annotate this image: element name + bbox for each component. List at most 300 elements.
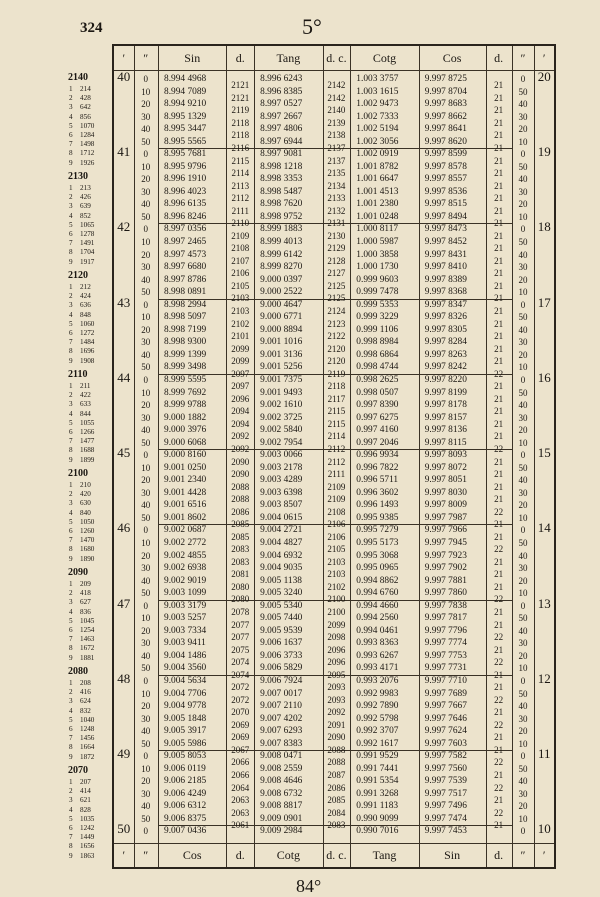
second-left: 30 — [141, 111, 151, 122]
sin-difference: 2080 — [231, 581, 250, 592]
cos-difference: 21 — [494, 619, 504, 630]
diff-value: 213 — [80, 184, 91, 192]
tang-value: 9.002 5840 — [260, 425, 303, 436]
common-difference: 2125 — [327, 293, 346, 304]
diff-multiplier: 9 — [69, 455, 73, 464]
sin-value: 8.995 9796 — [164, 161, 207, 172]
cos-difference: 21 — [494, 406, 504, 417]
tang-value: 9.000 6771 — [260, 312, 303, 323]
sin-value: 9.005 1848 — [164, 713, 207, 724]
diff-table-row — [66, 437, 108, 447]
second-right: 50 — [518, 237, 528, 248]
cotg-value: 0.995 0965 — [356, 563, 399, 574]
cos-difference: 21 — [494, 255, 504, 266]
second-left: 50 — [141, 437, 151, 448]
common-difference: 2117 — [327, 393, 346, 404]
common-difference: 2142 — [327, 80, 346, 91]
diff-multiplier: 5 — [69, 121, 73, 130]
cos-value: 9.997 8431 — [424, 249, 467, 260]
common-difference: 2096 — [327, 644, 346, 655]
diff-value: 621 — [80, 796, 91, 805]
diff-table-row — [66, 635, 108, 645]
cotg-value: 1.002 5194 — [356, 124, 399, 135]
second-right: 30 — [518, 563, 528, 574]
common-difference: 2088 — [327, 744, 346, 755]
diff-multiplier: 1 — [69, 382, 73, 390]
common-difference: 2137 — [327, 155, 346, 166]
second-left: 10 — [141, 462, 151, 473]
sin-difference: 2109 — [231, 230, 250, 241]
cos-difference: 22 — [494, 782, 504, 793]
cos-value: 9.997 7987 — [424, 512, 467, 523]
diff-value: 1248 — [80, 725, 95, 733]
diff-table-row — [66, 122, 108, 132]
tang-value: 9.001 3136 — [260, 349, 303, 360]
second-right: 50 — [518, 688, 528, 699]
cos-value: 9.997 7517 — [424, 788, 467, 799]
common-difference: 2093 — [327, 682, 346, 693]
diff-value: 212 — [80, 283, 91, 291]
diff-multiplier: 4 — [69, 310, 73, 319]
second-right: 0 — [520, 299, 526, 310]
cos-value: 9.997 7667 — [424, 701, 467, 712]
diff-table-heading: 2070 — [68, 765, 88, 776]
cos-value: 9.997 8115 — [424, 437, 467, 448]
sin-value: 9.004 1486 — [164, 650, 207, 661]
common-difference: 2084 — [327, 807, 346, 818]
common-difference: 2140 — [327, 105, 346, 116]
cos-difference: 21 — [494, 494, 504, 505]
cotg-value: 1.000 1730 — [356, 262, 399, 273]
sin-value: 9.002 0687 — [164, 525, 207, 536]
cos-difference: 21 — [494, 80, 504, 91]
diff-table-row — [66, 230, 108, 240]
tang-value: 9.001 1016 — [260, 337, 303, 348]
cos-value: 9.997 8641 — [424, 124, 467, 135]
diff-table-row — [66, 734, 108, 744]
cotg-value: 1.003 1615 — [356, 86, 399, 97]
diff-value: 1272 — [80, 329, 95, 337]
sin-difference: 2094 — [231, 418, 250, 429]
diff-value: 1484 — [80, 338, 95, 347]
common-difference: 2128 — [327, 255, 346, 266]
diff-value: 1060 — [80, 319, 95, 328]
cotg-value: 0.990 7016 — [356, 826, 399, 837]
minute-left: 50 — [117, 821, 131, 837]
sin-difference: 2113 — [231, 180, 250, 191]
second-left: 0 — [143, 600, 149, 611]
diff-table-row — [66, 654, 108, 664]
diff-multiplier: 8 — [69, 545, 73, 554]
minute-right: 13 — [537, 595, 551, 611]
diff-table-row — [66, 598, 108, 608]
sin-difference: 2096 — [231, 393, 250, 404]
second-left: 50 — [141, 588, 151, 599]
tang-value: 8.998 9752 — [260, 211, 303, 222]
sin-value: 9.002 4855 — [164, 550, 207, 561]
common-difference: 2125 — [327, 280, 346, 291]
diff-value: 418 — [80, 589, 91, 598]
sin-value: 9.001 8602 — [164, 512, 207, 523]
diff-table-row — [66, 221, 108, 231]
diff-table-row — [66, 193, 108, 203]
footer-7: Sin — [444, 848, 461, 862]
second-left: 0 — [143, 299, 149, 310]
diff-value: 630 — [80, 499, 91, 508]
cotg-value: 0.997 4160 — [356, 425, 399, 436]
cos-value: 9.997 7945 — [424, 538, 467, 549]
diff-value: 1917 — [80, 257, 95, 266]
footer-5: d. c. — [326, 848, 347, 862]
sin-difference: 2080 — [231, 594, 250, 605]
cotg-value: 1.002 9473 — [356, 99, 399, 110]
cos-difference: 21 — [494, 606, 504, 617]
cotg-value: 1.000 8117 — [356, 224, 399, 235]
diff-table-row — [66, 481, 108, 491]
footer-10: ′ — [542, 848, 546, 862]
sin-value: 9.002 6938 — [164, 563, 207, 574]
cos-difference: 21 — [494, 469, 504, 480]
second-left: 0 — [143, 224, 149, 235]
cos-difference: 21 — [494, 130, 504, 141]
tang-value: 9.004 9035 — [260, 563, 303, 574]
diff-multiplier: 3 — [69, 301, 73, 310]
diff-table-row — [66, 787, 108, 797]
diff-table-row — [66, 617, 108, 627]
cos-difference: 21 — [494, 456, 504, 467]
diff-multiplier: 7 — [69, 239, 73, 248]
sin-difference: 2064 — [231, 782, 250, 793]
second-left: 30 — [141, 337, 151, 348]
sin-difference: 2102 — [231, 318, 250, 329]
cotg-value: 0.997 6275 — [356, 412, 399, 423]
cos-value: 9.997 7646 — [424, 713, 467, 724]
common-difference: 2118 — [327, 381, 346, 392]
sin-value: 9.004 9778 — [164, 701, 207, 712]
second-left: 20 — [141, 625, 151, 636]
diff-multiplier: 2 — [69, 688, 73, 697]
diff-table-row — [66, 456, 108, 466]
diff-table-row — [66, 338, 108, 348]
diff-multiplier: 9 — [69, 653, 73, 662]
tang-value: 9.004 0615 — [260, 512, 303, 523]
diff-value: 428 — [80, 94, 91, 103]
diff-table-row — [66, 248, 108, 258]
second-right: 10 — [518, 663, 528, 674]
sin-difference: 2066 — [231, 757, 250, 768]
sin-value: 8.995 3447 — [164, 124, 207, 135]
second-left: 0 — [143, 675, 149, 686]
tang-value: 8.999 6142 — [260, 249, 303, 260]
tang-value: 9.008 0471 — [260, 751, 303, 762]
second-right: 50 — [518, 763, 528, 774]
minute-left: 49 — [117, 746, 131, 762]
sin-difference: 2112 — [231, 193, 250, 204]
diff-table-row — [66, 400, 108, 410]
tang-value: 9.000 8894 — [260, 324, 303, 335]
sin-value: 9.006 4249 — [164, 788, 207, 799]
cotg-value: 0.997 8390 — [356, 400, 399, 411]
second-right: 10 — [518, 136, 528, 147]
second-right: 0 — [520, 600, 526, 611]
second-right: 30 — [518, 638, 528, 649]
cos-difference: 21 — [494, 381, 504, 392]
diff-table-row — [66, 688, 108, 698]
diff-table-row — [66, 753, 108, 763]
diff-value: 416 — [80, 688, 91, 697]
second-left: 20 — [141, 701, 151, 712]
proportional-parts-margin — [66, 72, 108, 872]
header-2: Sin — [184, 51, 201, 65]
header-7: Cos — [442, 51, 462, 65]
diff-table-row — [66, 382, 108, 392]
diff-table — [66, 171, 108, 281]
diff-value: 414 — [80, 787, 91, 796]
header-0: ′ — [122, 51, 126, 65]
diff-table-heading: 2130 — [68, 171, 88, 182]
minute-right: 10 — [537, 821, 551, 837]
diff-value: 1680 — [80, 545, 95, 554]
cos-value: 9.997 8199 — [424, 387, 467, 398]
diff-table-row — [66, 555, 108, 565]
diff-table-row — [66, 347, 108, 357]
second-left: 50 — [141, 362, 151, 373]
common-difference: 2119 — [327, 368, 346, 379]
cos-difference: 21 — [494, 306, 504, 316]
sin-value: 8.997 6680 — [164, 262, 207, 273]
diff-table-row — [66, 716, 108, 726]
diff-multiplier: 2 — [69, 490, 73, 499]
cotg-value: 1.001 4513 — [356, 186, 399, 197]
diff-table-row — [66, 536, 108, 546]
second-right: 0 — [520, 374, 526, 385]
cos-difference: 21 — [494, 343, 504, 354]
second-left: 50 — [141, 663, 151, 674]
diff-value: 1260 — [80, 527, 95, 535]
diff-table-row — [66, 184, 108, 194]
diff-multiplier: 9 — [69, 851, 73, 860]
diff-multiplier: 8 — [69, 149, 73, 158]
cotg-value: 0.994 4660 — [356, 600, 399, 611]
second-right: 40 — [518, 400, 528, 411]
cos-difference: 21 — [494, 569, 504, 580]
second-left: 30 — [141, 788, 151, 799]
sin-value: 9.006 2185 — [164, 776, 207, 787]
second-left: 40 — [141, 575, 151, 586]
tang-value: 8.996 6243 — [260, 74, 303, 84]
cos-value: 9.997 7817 — [424, 613, 467, 624]
sin-difference: 2092 — [231, 443, 250, 454]
cotg-value: 0.998 0507 — [356, 387, 399, 398]
tang-value: 9.006 3733 — [260, 650, 303, 661]
diff-multiplier: 7 — [69, 437, 73, 446]
diff-table-row — [66, 580, 108, 590]
second-left: 40 — [141, 650, 151, 661]
diff-multiplier: 1 — [69, 481, 73, 489]
sin-difference: 2111 — [231, 205, 249, 216]
sin-value: 9.006 0119 — [164, 763, 206, 774]
diff-table — [66, 765, 108, 875]
sin-difference: 2118 — [231, 117, 250, 128]
second-right: 30 — [518, 262, 528, 273]
diff-table-row — [66, 644, 108, 654]
diff-value: 844 — [80, 409, 91, 418]
diff-value: 1872 — [80, 752, 95, 761]
cotg-value: 0.999 7478 — [356, 287, 399, 298]
second-right: 50 — [518, 86, 528, 97]
cos-value: 9.997 8725 — [424, 74, 467, 84]
footer-0: ′ — [122, 848, 126, 862]
tang-value: 9.003 4289 — [260, 475, 303, 486]
sin-difference: 2083 — [231, 556, 250, 567]
sin-value: 8.996 4023 — [164, 186, 207, 197]
cotg-value: 1.001 8782 — [356, 161, 399, 172]
diff-multiplier: 1 — [69, 85, 73, 93]
second-left: 30 — [141, 487, 151, 498]
cotg-value: 0.998 8984 — [356, 337, 399, 348]
cos-value: 9.997 7539 — [424, 776, 467, 787]
log-trig-table — [112, 44, 556, 869]
sin-difference: 2090 — [231, 456, 250, 467]
diff-table-row — [66, 149, 108, 159]
sin-value: 9.003 9411 — [164, 638, 206, 649]
cos-value: 9.997 8662 — [424, 111, 467, 122]
common-difference: 2096 — [327, 657, 346, 668]
cotg-value: 0.999 5353 — [356, 299, 399, 310]
degree-footer: 84° — [296, 876, 322, 896]
tang-value: 9.008 2559 — [260, 763, 303, 774]
diff-value: 1254 — [80, 626, 95, 634]
tang-value: 9.008 8817 — [260, 801, 303, 812]
cotg-value: 0.997 2046 — [356, 437, 399, 448]
cotg-value: 0.990 9099 — [356, 813, 399, 824]
second-right: 20 — [518, 500, 528, 511]
second-right: 20 — [518, 274, 528, 285]
minute-left: 43 — [117, 294, 131, 310]
diff-table-heading: 2110 — [68, 369, 88, 380]
minute-left: 42 — [117, 219, 131, 235]
cotg-value: 0.992 7890 — [356, 701, 399, 712]
diff-table-row — [66, 842, 108, 852]
footer-8: d. — [494, 848, 504, 862]
second-left: 40 — [141, 274, 151, 285]
cos-value: 9.997 8368 — [424, 287, 467, 298]
second-left: 20 — [141, 174, 151, 185]
diff-table-row — [66, 410, 108, 420]
common-difference: 2132 — [327, 205, 346, 216]
diff-multiplier: 9 — [69, 257, 73, 266]
common-difference: 2106 — [327, 519, 346, 530]
sin-value: 8.996 6135 — [164, 199, 207, 210]
second-right: 40 — [518, 550, 528, 561]
cotg-value: 0.991 3268 — [356, 788, 399, 799]
second-left: 50 — [141, 738, 151, 749]
diff-value: 210 — [80, 481, 91, 489]
cos-value: 9.997 8157 — [424, 412, 467, 423]
cos-value: 9.997 8620 — [424, 136, 467, 147]
common-difference: 2102 — [327, 581, 346, 592]
diff-value: 420 — [80, 490, 91, 499]
diff-value: 1926 — [80, 158, 95, 167]
tang-value: 9.002 7954 — [260, 437, 303, 448]
cos-difference: 22 — [494, 632, 504, 643]
common-difference: 2100 — [327, 606, 346, 617]
cotg-value: 0.996 5711 — [356, 475, 399, 486]
second-right: 10 — [518, 437, 528, 448]
cos-difference: 21 — [494, 230, 504, 241]
header-6: Cotg — [372, 51, 397, 65]
diff-value: 1664 — [80, 743, 95, 752]
cos-value: 9.997 8683 — [424, 99, 467, 110]
sin-difference: 2119 — [231, 105, 250, 116]
sin-difference: 2088 — [231, 494, 250, 505]
diff-table-row — [66, 446, 108, 456]
diff-multiplier: 3 — [69, 598, 73, 607]
second-left: 50 — [141, 211, 151, 222]
diff-value: 852 — [80, 211, 91, 220]
cos-value: 9.997 8030 — [424, 487, 467, 498]
tang-value: 8.996 8385 — [260, 86, 303, 97]
cos-value: 9.997 7624 — [424, 726, 467, 737]
tang-value: 9.001 5256 — [260, 362, 303, 373]
cos-value: 9.997 7496 — [424, 801, 467, 812]
second-left: 50 — [141, 813, 151, 824]
cos-value: 9.997 8557 — [424, 174, 467, 185]
common-difference: 2098 — [327, 632, 346, 643]
second-left: 30 — [141, 563, 151, 574]
diff-multiplier: 4 — [69, 805, 73, 814]
diff-multiplier: 9 — [69, 554, 73, 563]
cos-difference: 21 — [494, 356, 504, 367]
sin-difference: 2083 — [231, 544, 250, 555]
second-right: 0 — [520, 74, 526, 84]
common-difference: 2138 — [327, 130, 346, 141]
column-rule — [158, 46, 159, 867]
tang-value: 9.009 0901 — [260, 813, 303, 824]
second-right: 40 — [518, 776, 528, 787]
sin-value: 8.995 5565 — [164, 136, 207, 147]
second-right: 40 — [518, 475, 528, 486]
diff-multiplier: 2 — [69, 292, 73, 301]
cos-difference: 22 — [494, 368, 504, 379]
diff-table-row — [66, 778, 108, 788]
diff-value: 636 — [80, 301, 91, 310]
diff-multiplier: 4 — [69, 211, 73, 220]
diff-value: 1035 — [80, 814, 95, 823]
second-left: 0 — [143, 751, 149, 762]
second-left: 40 — [141, 124, 151, 135]
sin-value: 9.004 3560 — [164, 663, 207, 674]
diff-table-row — [66, 545, 108, 555]
tang-value: 9.007 6293 — [260, 726, 303, 737]
sin-difference: 2074 — [231, 669, 250, 680]
sin-difference: 2086 — [231, 506, 250, 517]
second-left: 50 — [141, 287, 151, 298]
second-right: 40 — [518, 174, 528, 185]
second-right: 40 — [518, 701, 528, 712]
cotg-value: 0.998 6864 — [356, 349, 399, 360]
sin-difference: 2105 — [231, 280, 250, 291]
second-right: 40 — [518, 249, 528, 260]
diff-value: 214 — [80, 85, 91, 93]
tang-value: 9.008 4646 — [260, 776, 303, 787]
header-10: ′ — [542, 51, 546, 65]
diff-multiplier: 4 — [69, 706, 73, 715]
second-left: 50 — [141, 136, 151, 147]
minute-right: 16 — [537, 369, 551, 385]
second-right: 30 — [518, 111, 528, 122]
sin-difference: 2094 — [231, 406, 250, 417]
